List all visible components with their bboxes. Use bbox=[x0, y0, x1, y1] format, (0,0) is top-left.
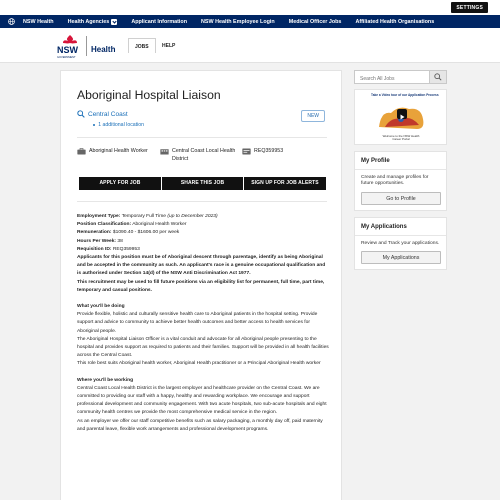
bullet-icon bbox=[93, 124, 95, 126]
chevron-down-icon bbox=[111, 19, 117, 25]
search-location-icon bbox=[77, 110, 85, 118]
search-button[interactable] bbox=[429, 70, 447, 84]
job-location[interactable] bbox=[77, 110, 128, 118]
job-description bbox=[77, 213, 329, 434]
job-category-label: Aboriginal Health Worker bbox=[89, 148, 148, 154]
detail-position-classification: Position Classification: Aboriginal Health Worker bbox=[77, 222, 187, 228]
job-category bbox=[77, 147, 148, 155]
menu-help[interactable]: HELP bbox=[162, 43, 176, 49]
share-job-button[interactable]: SHARE THIS JOB bbox=[162, 177, 243, 190]
section-doing-paragraph: Provide flexible, holistic and culturally sensitive health care to Aboriginal patients in the hospital setting. Provide support and advice to community to achieve better health outcomes and better access to health services for Aboriginal people. bbox=[77, 312, 318, 334]
logo-divider bbox=[86, 36, 87, 56]
job-title: Aboriginal Hospital Liaison bbox=[77, 88, 221, 102]
detail-value: 38 bbox=[117, 238, 123, 244]
additional-location-label: 1 additional location bbox=[98, 122, 145, 128]
job-alerts-button[interactable]: SIGN UP FOR JOB ALERTS bbox=[244, 177, 326, 190]
job-requisition-label: REQ359953 bbox=[254, 148, 284, 154]
detail-requisition-id: Requisition ID: REQ359953 bbox=[77, 246, 140, 252]
divider bbox=[77, 201, 327, 202]
nav-item-medical-officer-jobs[interactable] bbox=[289, 19, 342, 25]
top-navigation bbox=[0, 15, 500, 28]
nav-item-affiliated-organisations[interactable] bbox=[355, 19, 434, 25]
section-heading-working: Where you'll be working bbox=[77, 377, 134, 383]
my-profile-card bbox=[354, 151, 447, 211]
nav-item-label: NSW Health bbox=[23, 18, 54, 25]
video-caption: Take a Video tour of our Application Process bbox=[371, 93, 439, 97]
video-title: Welcome to the NSW Health Career Portal bbox=[382, 134, 420, 142]
nav-item-label: Health Agencies bbox=[67, 18, 110, 25]
logo-nsw-text: NSW bbox=[57, 45, 78, 55]
nav-item-label: Applicant Information bbox=[131, 18, 188, 25]
detail-label: Remuneration bbox=[77, 230, 110, 236]
eligibility-notice: Applicants for this position must be of Aboriginal descent through parentage, identify as being Aboriginal and be accepted in the community as such. An applicant's race is a genuine occupational qualification and is authorised under Section 14(d) of the NSW Anti Discrimination Act 1977. bbox=[77, 255, 326, 277]
nav-item-health-agencies[interactable] bbox=[68, 19, 118, 25]
section-working-paragraph: Central Coast Local Health District is the largest employer and healthcare provider on the Central Coast. We are committed to providing our staff with a happy, healthy and rewarding workplace. We encourage and support professional development and community engagement. With two acute hospitals, two sub-acute hospitals and eight community health centres we provide the most comprehensive medical service in the region. bbox=[77, 385, 327, 416]
logo-government-text: GOVERNMENT bbox=[57, 56, 76, 59]
nav-item-employee-login[interactable] bbox=[201, 19, 275, 25]
section-doing-paragraph: This role best suits Aboriginal health worker, Aboriginal Health practitioner or a Principal Aboriginal Health worker bbox=[77, 361, 321, 367]
my-profile-text: Create and manage profiles for future opportunities. bbox=[361, 175, 429, 187]
new-badge: NEW bbox=[301, 110, 325, 122]
detail-note: (up to December 2023) bbox=[167, 214, 218, 219]
play-icon bbox=[397, 112, 407, 122]
my-applications-title: My Applications bbox=[355, 218, 446, 236]
section-doing-paragraph: The Aboriginal Hospital Liaison Officer is a vital conduit and advocate for all Aboriginal people presenting to the hospital and provides support as required to patients and their families. Support will be provided in all health facilities across the Central Coast. bbox=[77, 336, 329, 359]
detail-label: Hours Per Week bbox=[77, 238, 115, 244]
play-button[interactable] bbox=[397, 109, 407, 119]
site-header bbox=[0, 28, 500, 63]
additional-location-link[interactable] bbox=[93, 122, 144, 128]
detail-remuneration: Remuneration: $1090.40 - $1606.00 per week bbox=[77, 230, 180, 236]
settings-button[interactable]: SETTINGS bbox=[451, 2, 488, 13]
my-applications-text: Review and Track your applications. bbox=[361, 241, 440, 246]
detail-value: Aboriginal Health Worker bbox=[132, 222, 187, 228]
nav-item-nsw-health[interactable] bbox=[23, 19, 54, 25]
my-profile-title: My Profile bbox=[355, 152, 446, 170]
job-district-label: Central Coast Local Health District bbox=[172, 148, 236, 162]
job-detail-card bbox=[60, 70, 342, 500]
go-to-profile-button[interactable]: Go to Profile bbox=[361, 192, 441, 205]
detail-label: Position Classification bbox=[77, 222, 130, 228]
divider bbox=[77, 137, 327, 138]
waratah-logo-icon bbox=[55, 34, 85, 60]
section-working-paragraph: As an employer we offer our staff competitive benefits such as salary packaging, a monthly day off, paid maternity and parental leave, flexible work arrangements and professional development programs. bbox=[77, 418, 323, 432]
nav-item-applicant-information[interactable] bbox=[131, 19, 187, 25]
detail-value: REQ359953 bbox=[112, 246, 140, 252]
nav-item-label: NSW Health Employee Login bbox=[201, 18, 275, 25]
id-card-icon bbox=[242, 148, 251, 155]
job-requisition bbox=[242, 147, 283, 155]
job-district bbox=[160, 147, 240, 163]
eligibility-list-notice: This recruitment may be used to fill future positions via an eligibility list for permanent, full time, part time, temporary and casual positions. bbox=[77, 279, 325, 293]
my-applications-button[interactable]: My Applications bbox=[361, 251, 441, 264]
location-label: Central Coast bbox=[88, 110, 128, 118]
video-tour-card[interactable] bbox=[354, 89, 447, 145]
settings-strip bbox=[0, 0, 500, 15]
detail-employment-type: Employment Type: Temporary Full Time (up to December 2023) bbox=[77, 214, 218, 219]
logo-health-text: Health bbox=[91, 45, 116, 54]
detail-value: Temporary Full Time bbox=[121, 214, 166, 219]
globe-icon bbox=[8, 18, 15, 25]
nav-item-label: Medical Officer Jobs bbox=[288, 18, 342, 25]
my-applications-card bbox=[354, 217, 447, 270]
briefcase-icon bbox=[77, 148, 86, 155]
building-icon bbox=[160, 148, 169, 155]
apply-for-job-button[interactable]: APPLY FOR JOB bbox=[79, 177, 161, 190]
detail-label: Employment Type bbox=[77, 214, 119, 219]
menu-jobs[interactable]: JOBS bbox=[128, 38, 156, 53]
nav-item-label: Affiliated Health Organisations bbox=[355, 18, 435, 25]
section-heading-doing: What you'll be doing bbox=[77, 304, 125, 310]
search-icon bbox=[434, 73, 442, 81]
detail-value: $1090.40 - $1606.00 per week bbox=[112, 230, 180, 236]
detail-hours: Hours Per Week: 38 bbox=[77, 238, 123, 244]
detail-label: Requisition ID bbox=[77, 246, 110, 252]
